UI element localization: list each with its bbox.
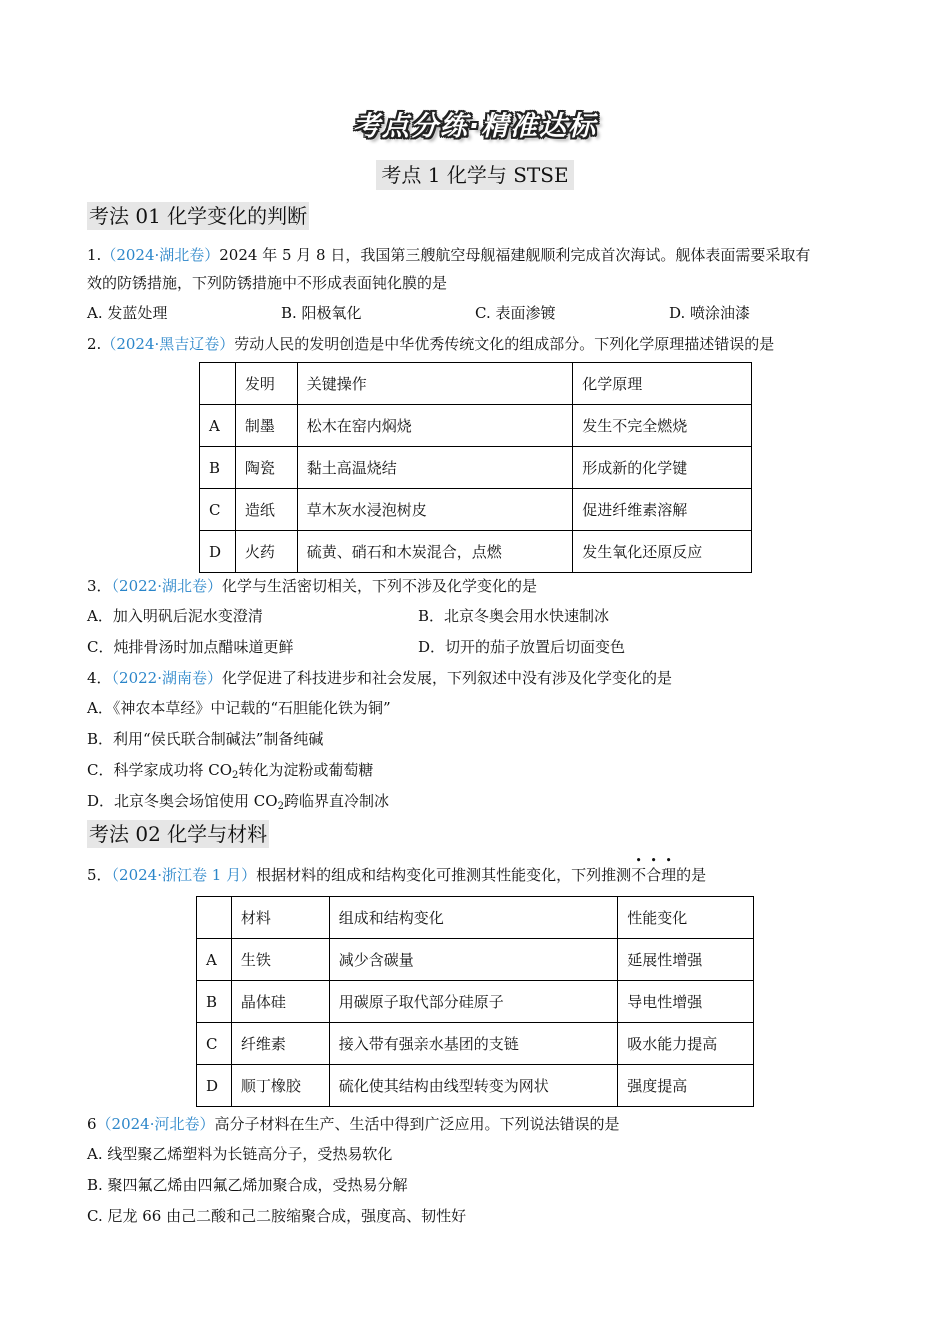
table-cell: 火药: [235, 531, 297, 573]
question-source: （2024·河北卷）: [96, 1115, 215, 1133]
topic-subtitle: 考点 1 化学与 STSE: [376, 160, 573, 190]
option-a: A. 线型聚乙烯塑料为长链高分子，受热易软化: [87, 1145, 393, 1163]
option-c: C. 尼龙 66 由己二酸和己二胺缩聚合成，强度高、韧性好: [87, 1207, 467, 1225]
table-cell: 陶瓷: [235, 447, 297, 489]
table-cell: A: [200, 405, 236, 447]
option-a: A．加入明矾后泥水变澄清: [87, 607, 263, 625]
table-row: [197, 939, 754, 981]
option-text: 跨临界直冷制冰: [283, 792, 389, 810]
question-5: [87, 864, 706, 886]
question-number: 3．: [87, 577, 112, 595]
emphasis-char: 不: [631, 866, 647, 884]
table-header-cell: 化学原理: [573, 363, 752, 405]
table-cell: 促进纤维素溶解: [573, 489, 752, 531]
table-cell: 导电性增强: [618, 981, 754, 1023]
question-number: 6: [87, 1115, 97, 1133]
question-1-text-cont: 效的防锈措施，下列防锈措施中不形成表面钝化膜的是: [87, 274, 448, 292]
option-c: C．炖排骨汤时加点醋味道更鲜: [87, 638, 294, 656]
option-text: C．科学家成功将 CO: [87, 761, 233, 779]
table-cell: 造纸: [235, 489, 297, 531]
question-text: 化学与生活密切相关，下列不涉及化学变化的是: [222, 577, 538, 595]
subscript: 2: [277, 801, 284, 812]
table-header-cell: 组成和结构变化: [329, 897, 618, 939]
table-row: [200, 447, 752, 489]
table-cell: 用碳原子取代部分硅原子: [329, 981, 618, 1023]
table-header-cell: [197, 897, 232, 939]
question-2: [87, 333, 774, 355]
question-number: 5．: [87, 866, 112, 884]
table-cell: 制墨: [235, 405, 297, 447]
question-text: 的是: [676, 866, 707, 884]
section-heading: 考法 02 化学与材料: [89, 822, 268, 846]
question-1: [87, 244, 810, 266]
table-cell: 延展性增强: [618, 939, 754, 981]
table-cell: D: [197, 1065, 232, 1107]
table-header-row: [197, 897, 754, 939]
table-cell: 吸水能力提高: [618, 1023, 754, 1065]
option-b: B．北京冬奥会用水快速制冰: [418, 607, 610, 625]
question-text: 化学促进了科技进步和社会发展，下列叙述中没有涉及化学变化的是: [222, 669, 673, 687]
option-c: C. 表面渗镀: [475, 304, 556, 322]
table-cell: B: [200, 447, 236, 489]
question-source: （2024·湖北卷）: [101, 246, 220, 264]
option-a: A. 发蓝处理: [87, 304, 168, 322]
table-header-cell: [200, 363, 236, 405]
table-cell: 减少含碳量: [329, 939, 618, 981]
table-cell: 发生不完全燃烧: [573, 405, 752, 447]
table-cell: 纤维素: [231, 1023, 329, 1065]
question-2-table: [199, 362, 752, 573]
question-number: 4．: [87, 669, 112, 687]
section-heading: 考法 01 化学变化的判断: [89, 204, 308, 228]
table-cell: 硫化使其结构由线型转变为网状: [329, 1065, 618, 1107]
option-b: B. 聚四氟乙烯由四氟乙烯加聚合成，受热易分解: [87, 1176, 408, 1194]
table-cell: 生铁: [231, 939, 329, 981]
option-d: D．切开的茄子放置后切面变色: [418, 638, 626, 656]
option-c: [87, 759, 373, 781]
table-row: [197, 1023, 754, 1065]
option-text: D．北京冬奥会场馆使用 CO: [87, 792, 278, 810]
question-source: （2024·浙江卷 1 月）: [111, 866, 257, 884]
table-row: [200, 531, 752, 573]
question-text: 2024 年 5 月 8 日，我国第三艘航空母舰福建舰顺利完成首次海试。舰体表面需要采取有: [219, 246, 811, 264]
table-cell: 晶体硅: [231, 981, 329, 1023]
question-6: [87, 1113, 620, 1135]
table-header-row: [200, 363, 752, 405]
emphasis-char: 理: [661, 866, 677, 884]
table-row: [200, 405, 752, 447]
question-number: 1.: [87, 246, 102, 264]
page-title: 考点分练·精准达标: [352, 111, 598, 142]
question-text: 根据材料的组成和结构变化可推测其性能变化，下列推测: [256, 866, 632, 884]
table-cell: 硫黄、硝石和木炭混合，点燃: [297, 531, 573, 573]
table-cell: 草木灰水浸泡树皮: [297, 489, 573, 531]
question-source: （2024·黑吉辽卷）: [101, 335, 235, 353]
option-a: A．《神农本草经》中记载的“石胆能化铁为铜”: [87, 699, 391, 717]
emphasis-char: 合: [646, 866, 662, 884]
table-cell: 接入带有强亲水基团的支链: [329, 1023, 618, 1065]
table-cell: A: [197, 939, 232, 981]
table-header-cell: 材料: [231, 897, 329, 939]
table-cell: D: [200, 531, 236, 573]
question-4: [87, 667, 672, 689]
question-3: [87, 575, 537, 597]
table-row: [200, 489, 752, 531]
question-text: 劳动人民的发明创造是中华优秀传统文化的组成部分。下列化学原理描述错误的是: [234, 335, 775, 353]
table-cell: C: [197, 1023, 232, 1065]
table-cell: 松木在窑内焖烧: [297, 405, 573, 447]
option-text: 转化为淀粉或葡萄糖: [238, 761, 374, 779]
table-header-cell: 性能变化: [618, 897, 754, 939]
table-header-cell: 发明: [235, 363, 297, 405]
table-cell: 黏土高温烧结: [297, 447, 573, 489]
table-row: [197, 1065, 754, 1107]
question-text: 高分子材料在生产、生活中得到广泛应用。下列说法错误的是: [214, 1115, 620, 1133]
option-d: [87, 790, 389, 812]
table-cell: 形成新的化学键: [573, 447, 752, 489]
table-cell: 顺丁橡胶: [231, 1065, 329, 1107]
option-b: B. 阳极氧化: [281, 304, 362, 322]
option-d: D. 喷涂油漆: [669, 304, 751, 322]
question-source: （2022·湖北卷）: [111, 577, 222, 595]
table-row: [197, 981, 754, 1023]
table-header-cell: 关键操作: [297, 363, 573, 405]
question-number: 2.: [87, 335, 102, 353]
table-cell: 发生氧化还原反应: [573, 531, 752, 573]
table-cell: B: [197, 981, 232, 1023]
question-source: （2022·湖南卷）: [111, 669, 222, 687]
option-b: B．利用“侯氏联合制碱法”制备纯碱: [87, 730, 324, 748]
subscript: 2: [232, 770, 239, 781]
question-5-table: [196, 896, 754, 1107]
table-cell: C: [200, 489, 236, 531]
table-cell: 强度提高: [618, 1065, 754, 1107]
